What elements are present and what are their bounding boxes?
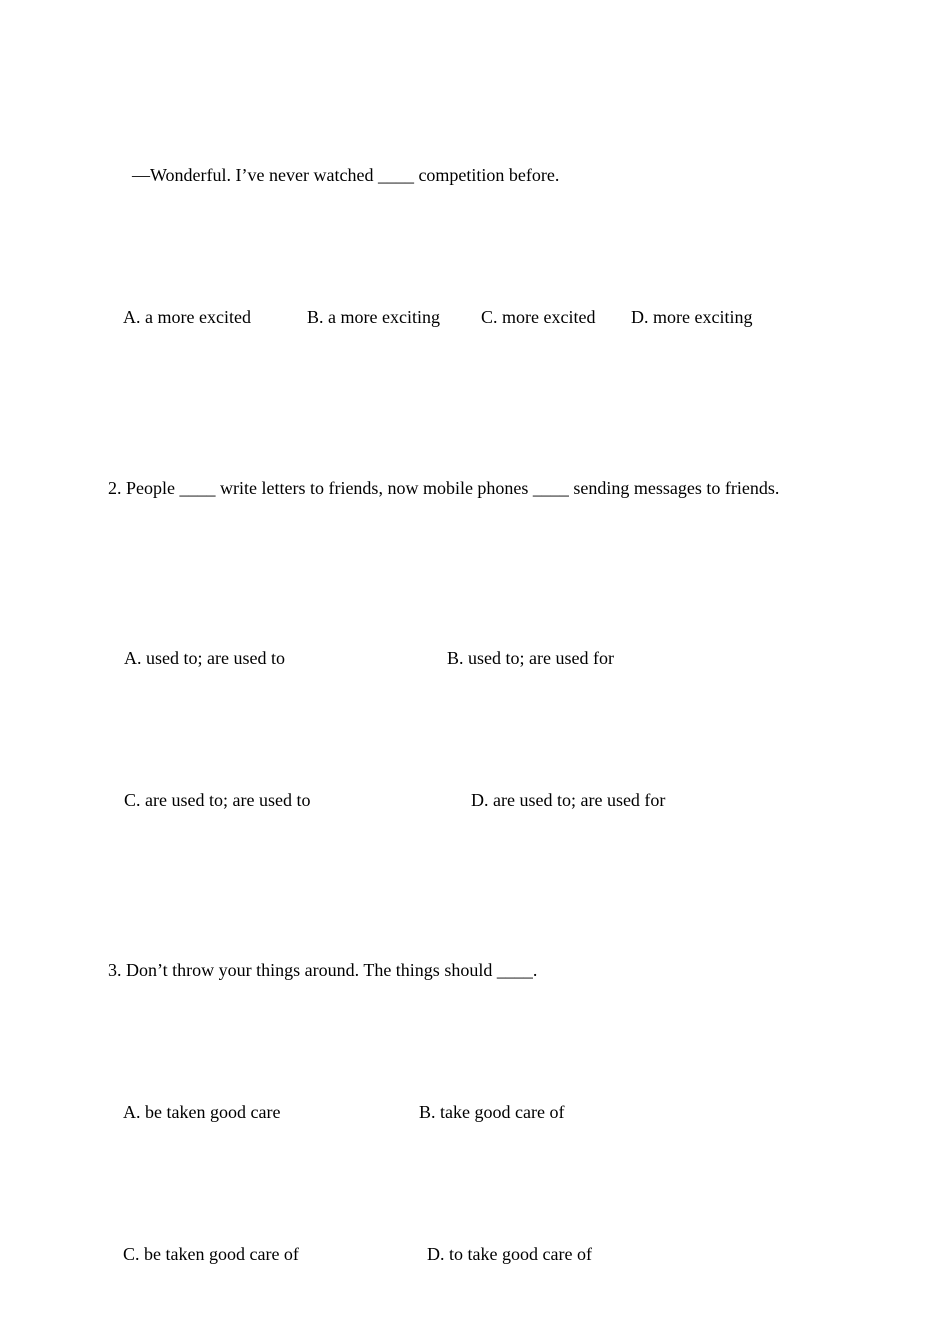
q2-option-c: C. are used to; are used to — [124, 790, 311, 810]
q2-option-a: A. used to; are used to — [124, 648, 285, 668]
q1-option-b: B. a more exciting — [307, 307, 440, 327]
q3-option-b: B. take good care of — [419, 1102, 565, 1122]
q1-option-a: A. a more excited — [123, 307, 251, 327]
q3-stem: 3. Don’t throw your things around. The things should ____. — [108, 960, 538, 980]
q2-option-d: D. are used to; are used for — [471, 790, 666, 810]
q1-option-c: C. more excited — [481, 307, 596, 327]
q2-stem: 2. People ____ write letters to friends, now mobile phones ____ sending messages to friends. — [108, 478, 780, 498]
q3-option-d: D. to take good care of — [427, 1244, 592, 1264]
q3-option-c: C. be taken good care of — [123, 1244, 299, 1264]
q1-dialogue-line: —Wonderful. I’ve never watched ____ competition before. — [132, 165, 560, 185]
q1-option-d: D. more exciting — [631, 307, 753, 327]
q2-option-b: B. used to; are used for — [447, 648, 614, 668]
q3-option-a: A. be taken good care — [123, 1102, 281, 1122]
